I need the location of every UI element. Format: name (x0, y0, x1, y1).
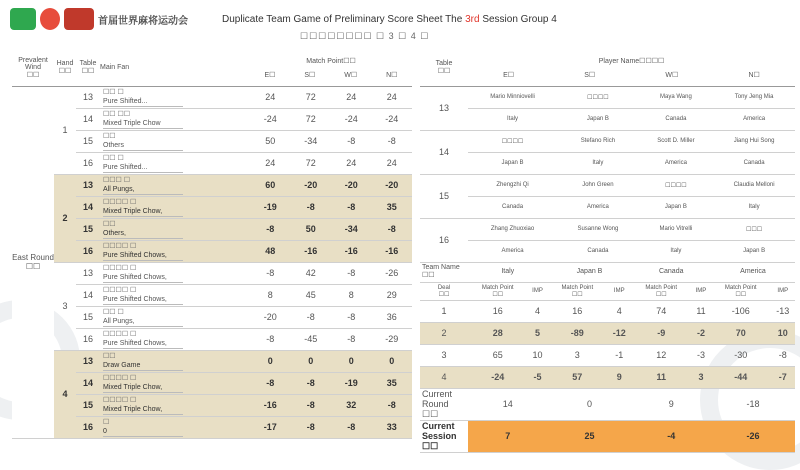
player-table-number: 14 (420, 130, 468, 174)
match-point-e: 0 (250, 350, 291, 372)
team-row (420, 240, 795, 262)
current-round-value: 9 (631, 388, 711, 420)
imp-label: IMP (691, 282, 711, 300)
current-round-value: -18 (711, 388, 795, 420)
player-name: Tony Jeng Mia (713, 86, 795, 108)
fan-cn: ☐☐ ☐ (103, 308, 124, 316)
team-match-point: 11 (631, 366, 691, 388)
fan-en: All Pungs, (103, 185, 183, 195)
team-match-point: -89 (548, 322, 608, 344)
table-cell: 13 (76, 174, 100, 196)
match-point-w: -16 (331, 240, 372, 262)
player-name: John Green (557, 174, 639, 196)
player-name: ☐☐☐☐ (557, 86, 639, 108)
match-point-e: -8 (250, 218, 291, 240)
team-match-point: -24 (468, 366, 528, 388)
fan-en: All Pungs, (103, 317, 183, 327)
match-point-s: 72 (291, 152, 332, 174)
team-imp: -12 (607, 322, 631, 344)
fan-cn: ☐☐ ☐ (103, 88, 124, 96)
match-point-s: 42 (291, 262, 332, 284)
fan-en: Others, (103, 229, 183, 239)
team-match-point: 3 (548, 344, 608, 366)
match-point-w: -19 (331, 372, 372, 394)
match-point-e: 24 (250, 152, 291, 174)
team-imp: 4 (607, 300, 631, 322)
player-name: Mario Minniovelli (468, 86, 557, 108)
fan-en: Mixed Triple Chow, (103, 383, 183, 393)
match-point-s: 72 (291, 108, 332, 130)
current-round-label: Current Round ☐☐ (420, 388, 468, 420)
fan-en: Mixed Triple Chow (103, 119, 183, 129)
match-point-label: Match Point ☐☐ (631, 282, 691, 300)
player-team: Italy (468, 108, 557, 130)
fan-cell (100, 262, 250, 284)
fan-cn: ☐ (103, 418, 110, 426)
team-imp: -3 (691, 344, 711, 366)
match-point-s: 45 (291, 284, 332, 306)
fan-en: Pure Shifted Chows, (103, 273, 183, 283)
page-subtitle: ☐☐☐☐☐☐☐☐ ☐ 3 ☐ 4 ☐ (300, 31, 430, 41)
team-imp: 10 (771, 322, 796, 344)
player-row (420, 86, 795, 108)
round-cell (12, 86, 54, 438)
player-team: Italy (557, 152, 639, 174)
fan-cell (100, 394, 250, 416)
team-row (420, 196, 795, 218)
match-point-label: Match Point ☐☐ (468, 282, 528, 300)
team-row (420, 152, 795, 174)
score-table (12, 50, 412, 439)
match-point-e: -8 (250, 262, 291, 284)
player-name: Maya Wang (639, 86, 713, 108)
team-match-point: 16 (468, 300, 528, 322)
match-point-e: 8 (250, 284, 291, 306)
fan-cell (100, 152, 250, 174)
team-imp: -5 (528, 366, 548, 388)
fan-cn: ☐☐ ☐☐ (103, 110, 131, 118)
player-row (420, 174, 795, 196)
match-point-w: -20 (331, 174, 372, 196)
current-session-label: Current Session ☐☐ (420, 420, 468, 452)
match-point-s: -8 (291, 416, 332, 438)
header (0, 0, 800, 45)
team-match-point: -9 (631, 322, 691, 344)
deal-row (420, 300, 795, 322)
team-imp: 9 (607, 366, 631, 388)
player-team: America (639, 152, 713, 174)
match-point-w: 24 (331, 152, 372, 174)
player-name: Scott D. Miller (639, 130, 713, 152)
logo-text: 首届世界麻将运动会 (98, 16, 188, 27)
match-point-n: 36 (372, 306, 413, 328)
team-match-point: 28 (468, 322, 528, 344)
title-accent: 3rd (465, 14, 480, 25)
score-row (12, 86, 412, 108)
team-name: Japan B (548, 262, 632, 282)
team-imp: 3 (691, 366, 711, 388)
match-point-e: 24 (250, 86, 291, 108)
fan-cell (100, 174, 250, 196)
team-imp: 4 (528, 300, 548, 322)
match-point-n: 35 (372, 372, 413, 394)
player-name: Susanne Wong (557, 218, 639, 240)
team-name: Canada (631, 262, 711, 282)
player-team: Canada (639, 108, 713, 130)
current-session-row (420, 420, 795, 452)
player-name: ☐☐☐☐ (468, 130, 557, 152)
match-point-label: Match Point ☐☐ (548, 282, 608, 300)
match-point-n: 0 (372, 350, 413, 372)
match-point-e: 60 (250, 174, 291, 196)
player-team: Italy (713, 196, 795, 218)
team-match-point: -106 (711, 300, 771, 322)
imp-label: IMP (771, 282, 796, 300)
match-point-w: -8 (331, 416, 372, 438)
player-table-number: 13 (420, 86, 468, 130)
table-cell: 13 (76, 86, 100, 108)
current-session-value: -26 (711, 420, 795, 452)
deal-label: Deal ☐☐ (420, 282, 468, 300)
team-match-point: 70 (711, 322, 771, 344)
fan-cell (100, 416, 250, 438)
title-suffix: Session Group 4 (482, 14, 557, 25)
match-point-e: -8 (250, 372, 291, 394)
team-match-point: 57 (548, 366, 608, 388)
match-point-e: -20 (250, 306, 291, 328)
match-point-s: 0 (291, 350, 332, 372)
fan-cn: ☐☐☐☐ ☐ (103, 330, 137, 338)
round-label: East Round (12, 253, 54, 262)
player-name-header: Player Name☐☐☐☐ E☐ S☐ W☐ N☐ (468, 50, 795, 86)
wmsc-logo-green (10, 8, 36, 30)
match-point-n: 33 (372, 416, 413, 438)
team-name-row (420, 262, 795, 282)
match-point-w: -8 (331, 328, 372, 350)
player-table-number: 16 (420, 218, 468, 262)
match-point-w: 8 (331, 284, 372, 306)
deal-row (420, 366, 795, 388)
score-row (12, 350, 412, 372)
player-team: Italy (639, 240, 713, 262)
match-point-s: -8 (291, 306, 332, 328)
current-session-value: -4 (631, 420, 711, 452)
team-imp: -7 (771, 366, 796, 388)
match-point-e: -17 (250, 416, 291, 438)
fan-en: Mixed Triple Chow, (103, 207, 183, 217)
fan-cell (100, 108, 250, 130)
deal-row (420, 344, 795, 366)
match-point-n: -8 (372, 218, 413, 240)
fan-cn: ☐☐☐☐ ☐ (103, 374, 137, 382)
match-point-s: 72 (291, 86, 332, 108)
team-table (420, 262, 795, 453)
player-team: Japan B (639, 196, 713, 218)
fan-en: Draw Game (103, 361, 183, 371)
table-cell: 15 (76, 130, 100, 152)
table-cell: 16 (76, 240, 100, 262)
fan-cell (100, 196, 250, 218)
fan-cn: ☐☐☐☐ ☐ (103, 396, 137, 404)
player-team: America (468, 240, 557, 262)
player-name: Stefano Rich (557, 130, 639, 152)
fan-cn: ☐☐☐☐ ☐ (103, 286, 137, 294)
table-cell: 15 (76, 394, 100, 416)
player-name: Zhang Zhuoxiao (468, 218, 557, 240)
match-point-header: Match Point☐☐ E☐ S☐ W☐ N☐ (250, 50, 412, 86)
team-match-point: 12 (631, 344, 691, 366)
match-point-s: -16 (291, 240, 332, 262)
player-row (420, 218, 795, 240)
wmsc-logo-badge (64, 8, 94, 30)
deal-number: 4 (420, 366, 468, 388)
table-cell: 16 (76, 152, 100, 174)
team-imp: 11 (691, 300, 711, 322)
hand-header: Hand ☐☐ (54, 50, 76, 86)
page-title (222, 14, 557, 25)
match-point-n: -26 (372, 262, 413, 284)
match-point-label: Match Point ☐☐ (711, 282, 771, 300)
player-team: Canada (468, 196, 557, 218)
table-cell: 16 (76, 416, 100, 438)
deal-number: 2 (420, 322, 468, 344)
player-table (420, 50, 795, 263)
player-team: America (557, 196, 639, 218)
match-point-w: -8 (331, 262, 372, 284)
current-round-value: 14 (468, 388, 548, 420)
match-point-e: 50 (250, 130, 291, 152)
match-point-s: -34 (291, 130, 332, 152)
team-match-point: 16 (548, 300, 608, 322)
match-point-w: -8 (331, 196, 372, 218)
imp-label: IMP (528, 282, 548, 300)
team-match-point: 74 (631, 300, 691, 322)
match-point-n: -29 (372, 328, 413, 350)
fan-cell (100, 350, 250, 372)
match-point-s: -45 (291, 328, 332, 350)
fan-cell (100, 306, 250, 328)
match-point-n: 24 (372, 152, 413, 174)
player-name: ☐☐☐ (713, 218, 795, 240)
table-cell: 13 (76, 262, 100, 284)
match-point-s: -8 (291, 196, 332, 218)
match-point-s: -8 (291, 372, 332, 394)
fan-en: Others (103, 141, 183, 151)
player-team: Japan B (468, 152, 557, 174)
table-cell: 14 (76, 284, 100, 306)
match-point-n: -8 (372, 130, 413, 152)
hand-cell: 1 (54, 86, 76, 174)
team-imp: -2 (691, 322, 711, 344)
table-cell: 16 (76, 328, 100, 350)
player-team: Japan B (713, 240, 795, 262)
current-round-row (420, 388, 795, 420)
player-name: Zhengzhi Qi (468, 174, 557, 196)
imp-label: IMP (607, 282, 631, 300)
team-name-label: Team Name ☐☐ (420, 262, 468, 282)
deal-number: 1 (420, 300, 468, 322)
fan-en: Pure Shifted... (103, 163, 183, 173)
match-point-s: -8 (291, 394, 332, 416)
team-imp: -13 (771, 300, 796, 322)
current-round-value: 0 (548, 388, 632, 420)
score-row (12, 174, 412, 196)
player-name: ☐☐☐☐ (639, 174, 713, 196)
fan-cn: ☐☐☐ ☐ (103, 176, 131, 184)
player-team: Canada (557, 240, 639, 262)
match-point-e: -16 (250, 394, 291, 416)
team-imp: -8 (771, 344, 796, 366)
match-point-n: -16 (372, 240, 413, 262)
team-imp: -1 (607, 344, 631, 366)
team-match-point: 65 (468, 344, 528, 366)
fan-cell (100, 284, 250, 306)
fan-cell (100, 130, 250, 152)
fan-cn: ☐☐ (103, 132, 116, 140)
team-imp: 5 (528, 322, 548, 344)
fan-en: Pure Shifted Chows, (103, 339, 183, 349)
fan-cell (100, 328, 250, 350)
deal-row (420, 322, 795, 344)
fan-cell (100, 218, 250, 240)
hand-cell: 2 (54, 174, 76, 262)
player-row (420, 130, 795, 152)
current-session-value: 7 (468, 420, 548, 452)
match-point-n: -8 (372, 394, 413, 416)
match-point-e: -24 (250, 108, 291, 130)
table-cell: 14 (76, 108, 100, 130)
player-table-header: Table ☐☐ (420, 50, 468, 86)
fan-en: 0 (103, 427, 183, 437)
fan-cell (100, 86, 250, 108)
match-point-n: 29 (372, 284, 413, 306)
score-row (12, 262, 412, 284)
fan-cn: ☐☐ (103, 220, 116, 228)
wmsc-logo-emblem (40, 8, 60, 30)
team-name: Italy (468, 262, 548, 282)
match-point-w: -34 (331, 218, 372, 240)
player-name: Claudia Melloni (713, 174, 795, 196)
team-match-point: -30 (711, 344, 771, 366)
fan-cn: ☐☐ ☐ (103, 154, 124, 162)
title-prefix: Duplicate Team Game of Preliminary Score Sheet (222, 14, 443, 25)
title-mid: The (445, 14, 463, 25)
player-team: America (713, 108, 795, 130)
table-cell: 14 (76, 372, 100, 394)
fan-cn: ☐☐☐☐ ☐ (103, 264, 137, 272)
match-point-w: 24 (331, 86, 372, 108)
match-point-s: 50 (291, 218, 332, 240)
hand-cell: 3 (54, 262, 76, 350)
player-team: Canada (713, 152, 795, 174)
hand-cell: 4 (54, 350, 76, 438)
fan-en: Pure Shifted... (103, 97, 183, 107)
fan-cn: ☐☐☐☐ ☐ (103, 198, 137, 206)
player-name: Jiang Hui Song (713, 130, 795, 152)
match-point-w: 32 (331, 394, 372, 416)
match-point-n: -20 (372, 174, 413, 196)
match-point-w: 0 (331, 350, 372, 372)
match-point-e: -8 (250, 328, 291, 350)
match-point-w: -8 (331, 130, 372, 152)
fan-cn: ☐☐ (103, 352, 116, 360)
fan-cell (100, 372, 250, 394)
fan-en: Mixed Triple Chow, (103, 405, 183, 415)
wind-header: Prevalent Wind ☐☐ (12, 50, 54, 86)
match-point-s: -20 (291, 174, 332, 196)
table-cell: 15 (76, 306, 100, 328)
match-point-n: 24 (372, 86, 413, 108)
match-point-w: -8 (331, 306, 372, 328)
team-match-point: -44 (711, 366, 771, 388)
match-point-w: -24 (331, 108, 372, 130)
player-table-number: 15 (420, 174, 468, 218)
fan-en: Pure Shifted Chows, (103, 295, 183, 305)
player-team: Japan B (557, 108, 639, 130)
fan-header: Main Fan (100, 50, 250, 86)
current-session-value: 25 (548, 420, 632, 452)
round-label-cn: ☐☐ (25, 262, 41, 271)
team-imp: 10 (528, 344, 548, 366)
table-header: Table ☐☐ (76, 50, 100, 86)
team-subheader-row (420, 282, 795, 300)
match-point-n: -24 (372, 108, 413, 130)
match-point-e: 48 (250, 240, 291, 262)
team-row (420, 108, 795, 130)
table-cell: 14 (76, 196, 100, 218)
match-point-e: -19 (250, 196, 291, 218)
fan-en: Pure Shifted Chows, (103, 251, 183, 261)
match-point-n: 35 (372, 196, 413, 218)
player-name: Mario Vitrelli (639, 218, 713, 240)
fan-cn: ☐☐☐☐ ☐ (103, 242, 137, 250)
table-cell: 13 (76, 350, 100, 372)
table-cell: 15 (76, 218, 100, 240)
team-name: America (711, 262, 795, 282)
deal-number: 3 (420, 344, 468, 366)
fan-cell (100, 240, 250, 262)
